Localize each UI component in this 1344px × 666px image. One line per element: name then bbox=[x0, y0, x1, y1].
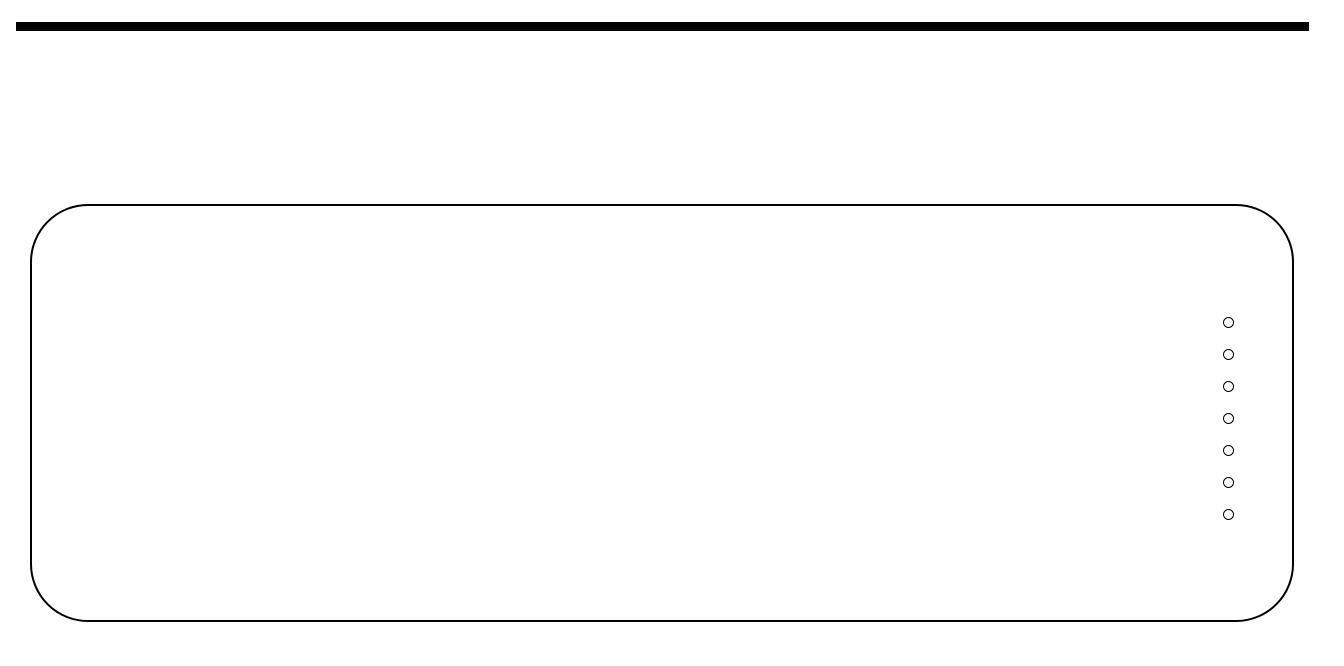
list-item bbox=[1207, 306, 1234, 338]
list-item bbox=[1207, 498, 1234, 530]
hollow-circle-icon bbox=[1223, 349, 1234, 360]
list-item bbox=[1207, 466, 1234, 498]
hollow-circle-icon bbox=[1223, 381, 1234, 392]
page-title bbox=[16, 44, 1309, 134]
top-divider bbox=[16, 22, 1309, 31]
hollow-circle-icon bbox=[1223, 413, 1234, 424]
accent-divider bbox=[16, 151, 1309, 160]
hollow-circle-icon bbox=[1223, 317, 1234, 328]
duties-list bbox=[1207, 306, 1234, 530]
list-item bbox=[1207, 338, 1234, 370]
list-item bbox=[1207, 434, 1234, 466]
list-item bbox=[1207, 402, 1234, 434]
hollow-circle-icon bbox=[1223, 509, 1234, 520]
hollow-circle-icon bbox=[1223, 445, 1234, 456]
list-item bbox=[1207, 370, 1234, 402]
duties-box bbox=[30, 204, 1294, 622]
hollow-circle-icon bbox=[1223, 477, 1234, 488]
